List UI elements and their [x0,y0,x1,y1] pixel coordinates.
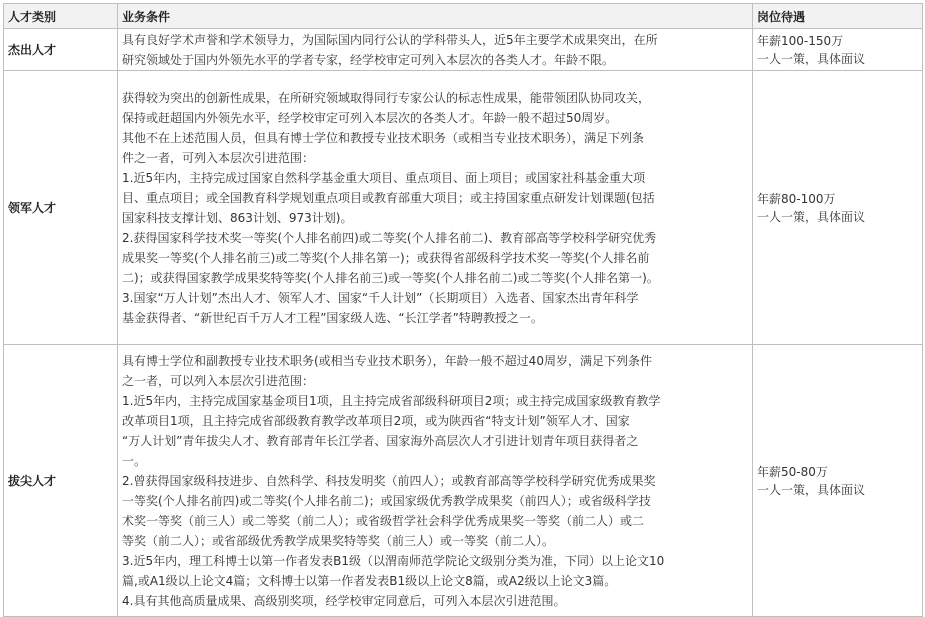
pay-note: 一人一策，具体面议 [757,51,866,66]
condition-line: 目、重点项目；或全国教育科学规划重点项目或教育部重大项目；或主持国家重点研发计划课题(包括 [122,190,655,205]
condition-line: 1.近5年内，主持完成过国家自然科学基金重大项目、重点项目、面上项目；或国家社科基金重大项 [122,170,646,185]
header-category: 人才类别 [4,4,118,29]
condition-line: 件之一者，可列入本层次引进范围： [122,150,315,165]
condition-line: 具有良好学术声誉和学术领导力，为国际国内同行公认的学科带头人，近5年主要学术成果突出，在所 [122,32,658,47]
talent-category: 领军人才 [4,71,118,345]
annual-salary: 年薪50-80万 [757,464,828,479]
position-pay [753,345,923,617]
condition-line: 改革项目1项，且主持完成省部级教育教学改革项目2项，或为陕西省“特支计划”领军人才、国家 [122,413,630,428]
table-row [4,345,923,617]
table-row [4,29,923,71]
condition-line: 研究领域处于国内外领先水平的学者专家，经学校审定可列入本层次的各类人才。年龄不限。 [122,52,615,67]
condition-line: “万人计划”青年拔尖人才、教育部青年长江学者、国家海外高层次人才引进计划青年项目获得者之 [122,433,639,448]
condition-line: 3.近5年内，理工科博士以第一作者发表B1级（以渭南师范学院论文级别分类为准，下同）以上论文10 [122,553,665,568]
position-pay [753,71,923,345]
condition-line: 保持或赶超国内外领先水平，经学校审定可列入本层次的各类人才。年龄一般不超过50周岁。 [122,110,618,125]
position-pay [753,29,923,71]
condition-line: 成果奖一等奖(个人排名前三)或二等奖(个人排名第一)；或获得省部级科学技术奖一等奖(个人排名前 [122,250,650,265]
condition-line: 2.获得国家科学技术奖一等奖(个人排名前四)或二等奖(个人排名前二)、教育部高等学校科学研究优秀 [122,230,657,245]
condition-line: 一等奖(个人排名前四)或二等奖(个人排名前二)；或国家级优秀教学成果奖（前四人）；或省级科学技 [122,493,651,508]
header-conditions: 业务条件 [118,4,753,29]
pay-note: 一人一策，具体面议 [757,482,866,497]
talent-category: 拔尖人才 [4,345,118,617]
header-pay: 岗位待遇 [753,4,923,29]
table-header-row [4,4,923,29]
condition-line: 等奖（前二人）；或省部级优秀教学成果奖特等奖（前三人）或一等奖（前二人）。 [122,533,555,548]
condition-line: 二)；或获得国家教学成果奖特等奖(个人排名前三)或一等奖(个人排名前二)或二等奖(个人排名第一)。 [122,270,659,285]
condition-line: 国家科技支撑计划、863计划、973计划)。 [122,210,353,225]
business-conditions [118,345,753,617]
table-row [4,71,923,345]
condition-line: 之一者，可以列入本层次引进范围： [122,373,315,388]
business-conditions [118,29,753,71]
condition-line: 一。 [122,453,147,468]
condition-line: 其他不在上述范围人员，但具有博士学位和教授专业技术职务（或相当专业技术职务），满足下列条 [122,130,645,145]
condition-line: 具有博士学位和副教授专业技术职务(或相当专业技术职务），年龄一般不超过40周岁，满足下列条件 [122,353,652,368]
condition-line: 4.具有其他高质量成果、高级别奖项，经学校审定同意后，可列入本层次引进范围。 [122,593,566,608]
condition-line: 篇,或A1级以上论文4篇；文科博士以第一作者发表B1级以上论文8篇，或A2级以上论文3篇。 [122,573,617,588]
pay-note: 一人一策，具体面议 [757,209,866,224]
business-conditions [118,71,753,345]
annual-salary: 年薪100-150万 [757,33,844,48]
condition-line: 2.曾获得国家级科技进步、自然科学、科技发明奖（前四人）；或教育部高等学校科学研究优秀成果奖 [122,473,656,488]
condition-line: 1.近5年内，主持完成国家基金项目1项，且主持完成省部级科研项目2项；或主持完成国家级教育教学 [122,393,661,408]
talent-table [3,3,923,617]
condition-line: 获得较为突出的创新性成果，在所研究领域取得同行专家公认的标志性成果，能带领团队协同攻关， [122,90,651,105]
annual-salary: 年薪80-100万 [757,191,836,206]
talent-category: 杰出人才 [4,29,118,71]
condition-line: 3.国家“万人计划”杰出人才、领军人才、国家“千人计划”（长期项目）入选者、国家杰出青年科学 [122,290,639,305]
condition-line: 术奖一等奖（前三人）或二等奖（前二人）；或省级哲学社会科学优秀成果奖一等奖（前二人）或二 [122,513,645,528]
condition-line: 基金获得者、“新世纪百千万人才工程”国家级人选、“长江学者”特聘教授之一。 [122,310,543,325]
